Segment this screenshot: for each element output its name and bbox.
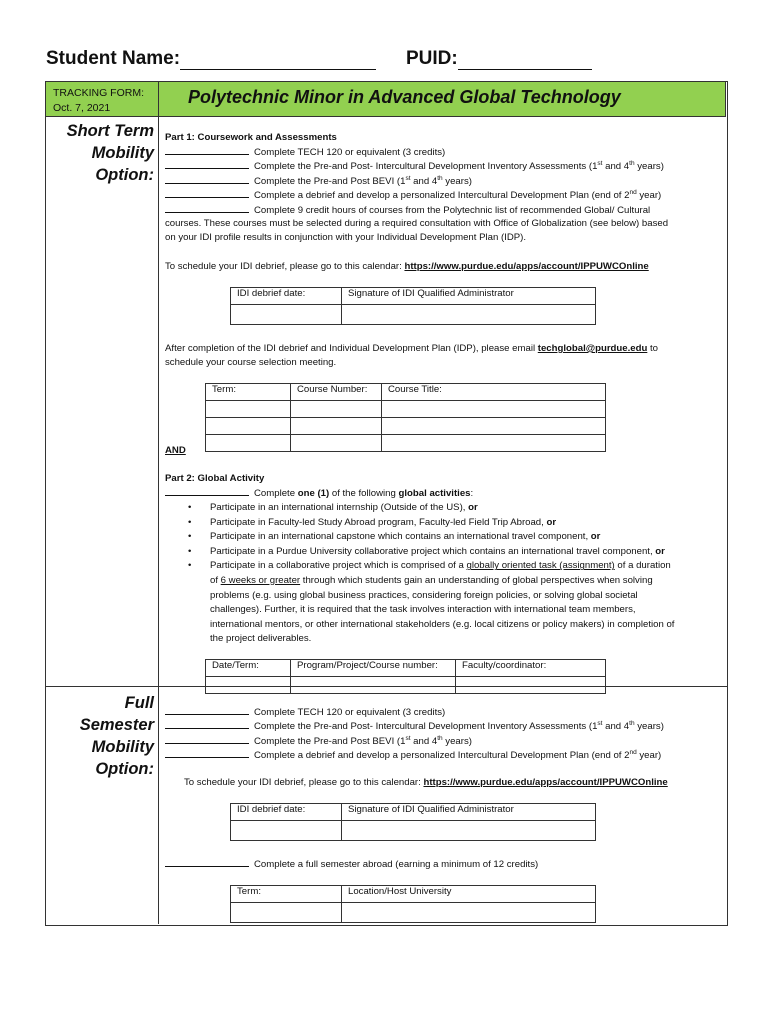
- table-cell[interactable]: [231, 903, 342, 923]
- check-blank[interactable]: [165, 857, 249, 867]
- tracking-label: TRACKING FORM:: [53, 87, 144, 99]
- checklist-item: Complete the Pre-and Post- Intercultural Development Inventory Assessments (1st and 4th years): [165, 159, 664, 175]
- location-table: [230, 885, 596, 923]
- and-label: AND: [165, 445, 186, 456]
- check-blank[interactable]: [165, 748, 249, 758]
- table-cell[interactable]: [382, 418, 606, 435]
- table-header: Faculty/coordinator:: [456, 660, 606, 677]
- puid-field[interactable]: [458, 51, 592, 70]
- table-cell[interactable]: [206, 401, 291, 418]
- list-item: • Participate in an international internship (Outside of the US), or: [166, 501, 726, 516]
- list-item: • Participate in a Purdue University collaborative project which contains an international travel component, or: [166, 545, 726, 560]
- table-header: Signature of IDI Qualified Administrator: [342, 288, 596, 305]
- debrief-table: [230, 287, 596, 325]
- table-header: Date/Term:: [206, 660, 291, 677]
- check-blank[interactable]: [165, 159, 249, 169]
- tracking-info: [53, 86, 144, 116]
- full-semester-label-line: Full Semester: [79, 694, 154, 734]
- check-blank[interactable]: [165, 719, 249, 729]
- calendar-link[interactable]: https://www.purdue.edu/apps/account/IPPUWCOnline: [423, 777, 668, 788]
- full-semester-label: [50, 692, 154, 780]
- part1-heading: Part 1: Coursework and Assessments: [165, 132, 337, 143]
- short-term-label-line: Short Term: [66, 122, 154, 140]
- tracking-date: Oct. 7, 2021: [53, 102, 111, 114]
- student-name-label: Student Name:: [46, 48, 181, 69]
- check-blank[interactable]: [165, 174, 249, 184]
- short-term-label-line: Option:: [95, 166, 154, 184]
- table-header: Course Number:: [291, 384, 382, 401]
- table-cell[interactable]: [382, 435, 606, 452]
- table-header: Term:: [231, 886, 342, 903]
- checklist-item: Complete TECH 120 or equivalent (3 credits): [165, 705, 445, 721]
- table-cell[interactable]: [342, 903, 596, 923]
- table-header: Program/Project/Course number:: [291, 660, 456, 677]
- calendar-link[interactable]: https://www.purdue.edu/apps/account/IPPUWCOnline: [404, 261, 649, 272]
- form-title: Polytechnic Minor in Advanced Global Technology: [188, 87, 621, 107]
- full-semester-label-line: Mobility: [91, 738, 154, 756]
- table-cell[interactable]: [382, 401, 606, 418]
- activity-list: [166, 501, 726, 647]
- email-link[interactable]: techglobal@purdue.edu: [537, 343, 648, 354]
- table-cell[interactable]: [291, 418, 382, 435]
- table-cell[interactable]: [291, 401, 382, 418]
- checklist-item: Complete 9 credit hours of courses from the Polytechnic list of recommended Global/ Cultural: [165, 203, 650, 219]
- checklist-item: Complete a full semester abroad (earning a minimum of 12 credits): [165, 857, 538, 873]
- table-header: IDI debrief date:: [231, 804, 342, 821]
- table-cell[interactable]: [206, 435, 291, 452]
- table-cell[interactable]: [342, 305, 596, 325]
- table-cell[interactable]: [342, 821, 596, 841]
- activity-table: [205, 659, 606, 694]
- list-item: • Participate in an international capstone which contains an international travel component, or: [166, 530, 726, 545]
- table-cell[interactable]: [231, 305, 342, 325]
- check-blank[interactable]: [165, 734, 249, 744]
- check-blank[interactable]: [165, 145, 249, 155]
- after-text: schedule your course selection meeting.: [165, 357, 337, 368]
- table-cell[interactable]: [291, 677, 456, 694]
- debrief-table: [230, 803, 596, 841]
- schedule-text: To schedule your IDI debrief, please go to this calendar: https://www.purdue.edu/apps/account/IPPUWCOnline: [184, 777, 668, 788]
- after-text: After completion of the IDI debrief and Individual Development Plan (IDP), please email techglobal@purdue.edu to: [165, 343, 658, 354]
- puid-label: PUID:: [406, 48, 458, 69]
- check-blank[interactable]: [165, 486, 249, 496]
- table-cell[interactable]: [291, 435, 382, 452]
- checklist-item: Complete the Pre-and Post BEVI (1st and 4th years): [165, 734, 472, 750]
- checklist-item: Complete the Pre-and Post- Intercultural Development Inventory Assessments (1st and 4th years): [165, 719, 664, 735]
- item-continuation: courses. These courses must be selected during a required consultation with Office of Globalization (see below) based: [165, 218, 669, 229]
- table-header: Course Title:: [382, 384, 606, 401]
- student-name-row: [46, 48, 376, 70]
- full-semester-label-line: Option:: [95, 760, 154, 778]
- short-term-label: [50, 120, 154, 186]
- checklist-item: Complete one (1) of the following global activities:: [165, 486, 473, 502]
- course-table: [205, 383, 606, 452]
- check-blank[interactable]: [165, 188, 249, 198]
- checklist-item: Complete a debrief and develop a personalized Intercultural Development Plan (end of 2nd year): [165, 748, 661, 764]
- table-cell[interactable]: [206, 677, 291, 694]
- list-item: • Participate in Faculty-led Study Abroad program, Faculty-led Field Trip Abroad, or: [166, 516, 726, 531]
- table-header: Location/Host University: [342, 886, 596, 903]
- table-cell[interactable]: [206, 418, 291, 435]
- part2-heading: Part 2: Global Activity: [165, 473, 265, 484]
- table-header: Signature of IDI Qualified Administrator: [342, 804, 596, 821]
- checklist-item: Complete the Pre-and Post BEVI (1st and 4th years): [165, 174, 472, 190]
- check-blank[interactable]: [165, 705, 249, 715]
- item-continuation: on your IDI profile results in conjunction with your Individual Development Plan (IDP).: [165, 232, 527, 243]
- table-cell[interactable]: [456, 677, 606, 694]
- check-blank[interactable]: [165, 203, 249, 213]
- short-term-label-line: Mobility: [91, 144, 154, 162]
- table-header: Term:: [206, 384, 291, 401]
- column-divider: [158, 81, 159, 924]
- list-item: • Participate in a collaborative project which is comprised of a globally oriented task (assignment) of a duration of 6 weeks or greater through which students gain an understanding of global perspectives when solving problems (e.g. using global business practices, considering foreign policies, or solving global societal challenges). Further, it is required that the task involves interaction with international team members, international mentors, or other international stakeholders (e.g. local citizens or policy makers) in completion of the project deliverables.: [166, 559, 726, 647]
- table-cell[interactable]: [231, 821, 342, 841]
- schedule-text: To schedule your IDI debrief, please go to this calendar: https://www.purdue.edu/apps/account/IPPUWCOnline: [165, 261, 649, 272]
- checklist-item: Complete TECH 120 or equivalent (3 credits): [165, 145, 445, 161]
- student-name-field[interactable]: [180, 51, 376, 70]
- checklist-item: Complete a debrief and develop a personalized Intercultural Development Plan (end of 2nd year): [165, 188, 661, 204]
- table-header: IDI debrief date:: [231, 288, 342, 305]
- puid-row: [406, 48, 592, 70]
